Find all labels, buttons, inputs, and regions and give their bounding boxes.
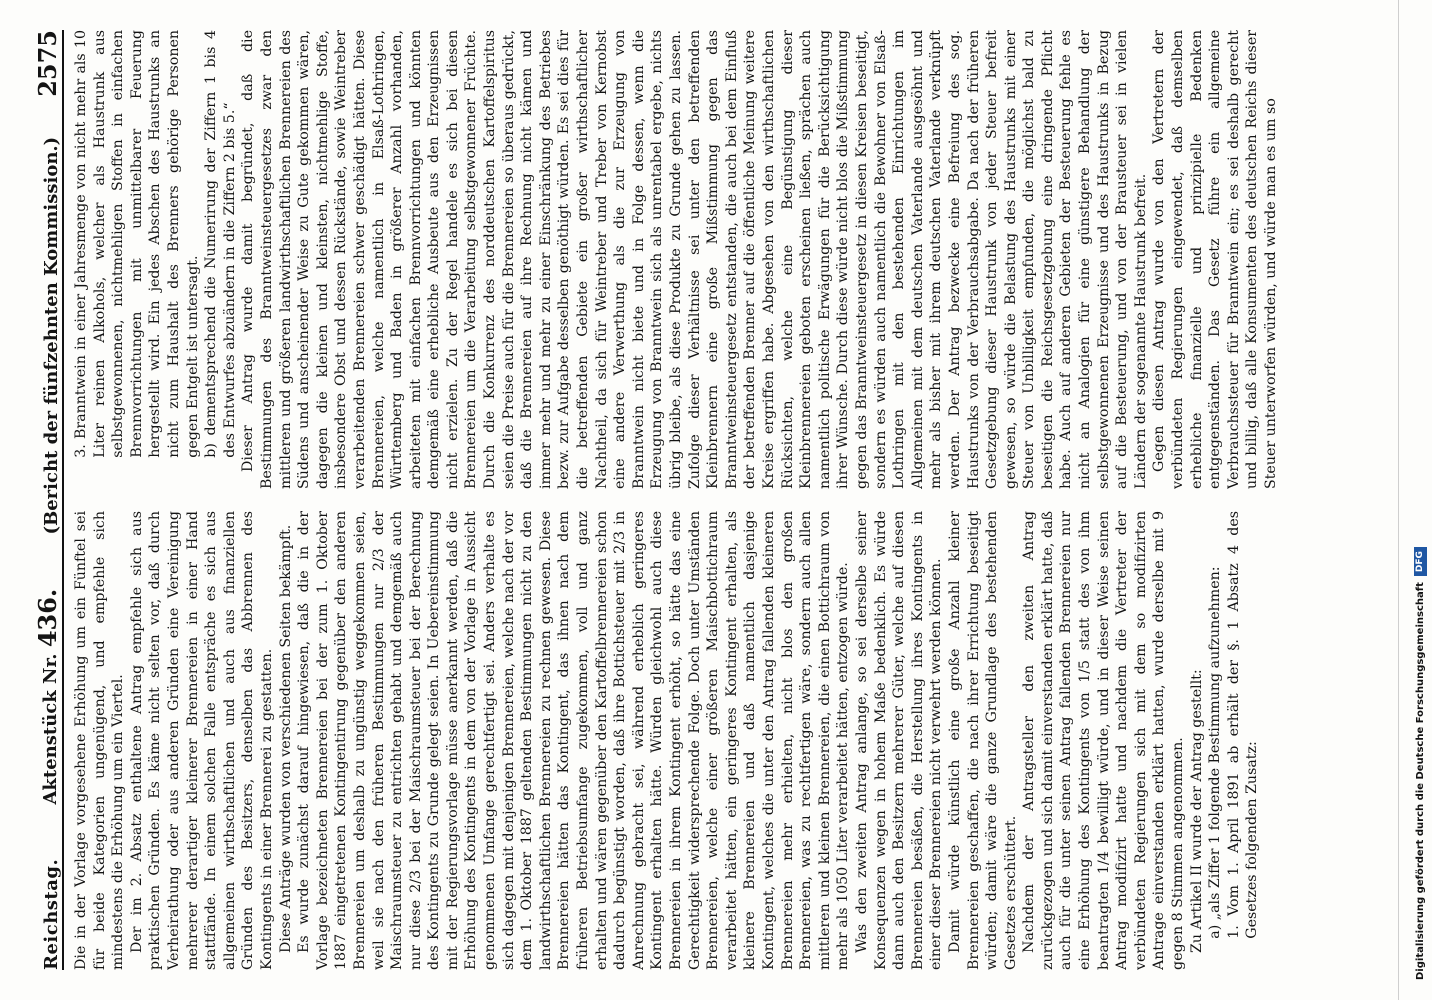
- list-item: 3. Branntwein in einer Jahresmenge von nicht mehr als 10 Liter reinen Alkohols, welcher als Haustrunk aus selbstgewonnenen, nichtmehligen Stoffen in einfachen Brennvorrichtungen mit unmittelbarer Feuerung hergestellt wird. Ein jedes Abschen des Haustrunks an nicht zum Haushalt des Brenners gehörige Personen gegen Entgelt ist untersagt.: [73, 30, 201, 458]
- header-document-number: 436.: [33, 588, 62, 648]
- digitization-credit: [1410, 0, 1430, 1000]
- header-center-prefix: Aktenstück Nr.: [40, 653, 61, 805]
- list-item: 1. Vom 1. April 1891 ab erhält der §. 1 Absatz 4 des Gesetzes folgenden Zusatz:: [1225, 511, 1261, 939]
- paragraph: Gegen diesen Antrag wurde von den Vertretern der verbündeten Regierungen eingewendet, daß demselben erhebliche finanzielle und prinzipielle Bedenken entgegenständen. Das Gesetz führe ein allgemeine Verbrauchssteuer für Branntwein ein; es sei deshalb gerecht und billig, daß alle Konsumenten des deutschen Reichs dieser Steuer unterworfen würden, und würde man es um so: [1151, 30, 1279, 489]
- dfg-logo: DFG: [1414, 547, 1427, 576]
- credit-text: Digitalisierung gefördert durch die Deutsche Forschungsgemeinschaft: [1414, 582, 1426, 980]
- paragraph: Was den zweiten Antrag anlange, so sei derselbe seiner Konsequenzen wegen in hohem Maße bedenklich. Es würde dann auch den Besitzern mehrerer Güter, welche auf diesen Brennereien besäßen, die Herstellung ihres Kontingents in einer dieser Brennereien nicht verwehrt werden können.: [853, 511, 945, 970]
- list-item: a) „als Ziffer 1 folgende Bestimmung aufzunehmen:: [1207, 566, 1224, 939]
- left-column: [72, 511, 1398, 970]
- running-header: [26, 30, 64, 970]
- scan-edge-line: [1398, 0, 1399, 1000]
- header-right: [33, 30, 62, 535]
- text-columns: [72, 30, 1398, 970]
- header-left: Reichstag.: [41, 858, 62, 970]
- right-column: [72, 30, 1398, 489]
- paragraph: Nachdem der Antragsteller den zweiten Antrag zurückgezogen und sich damit einverstanden erklärt hatte, daß auch für die unter seinen Antrag fallenden Brennereien nur eine Erhöhung des Kontingents von 1/5 statt des von ihm beantragten 1/4 bewilligt würde, und in dieser Weise seinen Antrag modifizirt hatte und nachdem die Vertreter der verbündeten Regierungen sich mit dem so modifizirten Antrage einverstanden erklärt hatten, wurde derselbe mit 9 gegen 8 Stimmen angenommen.: [1021, 511, 1187, 970]
- header-center: [33, 589, 62, 805]
- paragraph: Der im 2. Absatz enthaltene Antrag empfehle sich aus praktischen Gründen. Es käme nicht selten vor, daß durch Verheirathung oder aus anderen Gründen eine Vereinigung mehrerer derartiger kleinerer Brennereien in einer Hand stattfände. In einem solchen Falle entspräche es sich aus allgemeinen wirthschaftlichen und auch aus finanziellen Gründen des Besitzers, denselben das Abbrennen des Kontingents in einer Brennerei zu gestatten.: [128, 511, 275, 970]
- page-number: 2575: [33, 30, 62, 97]
- header-title: (Bericht der fünfzehnten Kommission.): [41, 136, 62, 535]
- paragraph: Die in der Vorlage vorgesehene Erhöhung um ein Fünftel sei für beide Kategorien ungenügend, und empfehle sich mindestens die Erhöhung um ein Viertel.: [73, 511, 127, 970]
- paragraph: Diese Anträge wurden von verschiedenen Seiten bekämpft.: [277, 524, 294, 953]
- list-item: b) dementsprechend die Numerirung der Ziffern 1 bis 4 des Entwurfes abzuändern in die Ziffern 2 bis 5.“: [203, 30, 238, 458]
- paragraph: Zu Artikel II wurde der Antrag gestellt:: [1188, 669, 1205, 953]
- paragraph: Damit würde künstlich eine große Anzahl kleiner Brennereien geschaffen, die nach ihrer Errichtung beseitigt würden; damit wäre die ganze Grundlage des bestehenden Gesetzes erschüttert.: [946, 511, 1019, 970]
- paragraph: Es wurde zunächst darauf hingewiesen, daß die in der Vorlage bezeichneten Brennereien bei der zum 1. Oktober 1887 eingetretenen Kontingentirung gegenüber den anderen Brennereien um deshalb zu ungünstig weggekommen seien, weil sie nach den früheren Bestimmungen nur 2/3 der Maischraumsteuer zu entrichten gehabt und demgemäß auch nur diese 2/3 bei der Maischraumsteuer bei der Berechnung des Kontingents zu Grunde gelegt seien. In Uebereinstimmung mit der Regierungsvorlage müsse anerkannt werden, daß die Erhöhung des Kontingents in dem von der Vorlage in Aussicht genommenen Umfange gerechtfertigt sei. Anders verhalte es sich dagegen mit denjenigen Brennereien, welche nach der vor dem 1. Oktober 1887 geltenden Bestimmungen nicht zu den landwirthschaftlichen Brennereien zu rechnen gewesen. Diese Brennereien hätten das Kontingent, das ihnen nach dem früheren Betriebsumfange zugekommen, voll und ganz erhalten und wären gegenüber den Kartoffelbrennereien schon dadurch begünstigt worden, daß ihre Bottichsteuer mit 2/3 in Anrechnung gebracht sei, während erheblich geringeres Kontingent erhalten hätte. Würden gleichwohl auch diese Brennereien in ihrem Kontingent erhöht, so hätte das eine Gerechtigkeit widersprechende Folge. Doch unter Umständen Brennereien, welche einer größeren Maischbottichraum verarbeitet hätten, ein geringeres Kontingent erhalten, als kleinere Brennereien und daß namentlich dasjenige Kontingent, welches die unter den Antrag fallenden kleineren Brennereien mehr erhielten, nicht blos den großen Brennereien, was zu rechtfertigen wäre, sondern auch allen mittleren und kleinen Brennereien, die einen Bottichraum von mehr als 1050 Liter verarbeitet hätten, entzogen würde.: [296, 511, 852, 970]
- paragraph: Dieser Antrag wurde damit begründet, daß die Bestimmungen des Branntweinsteuergesetzes zwar den mittleren und größeren landwirthschaftlichen Brennereien des Südens und anscheinender Weise zu Gute gekommen wären, dagegen die kleinen und kleinsten, nichtmehlige Stoffe, insbesondere Obst und dessen Rückstände, sowie Weintreber verarbeitenden Brennereien schwer geschädigt hätten. Diese Brennereien, welche namentlich in Elsaß-Lothringen, Württemberg und Baden in größerer Anzahl vorhanden, arbeiteten mit einfachen Brennvorrichtungen und könnten demgemäß eine erhebliche Ausbeute aus den Erzeugnissen nicht erzielen. Zu der Regel handele es sich bei diesen Brennereien um die Verarbeitung selbstgewonnener Früchte. Durch die Konkurrenz des norddeutschen Kartoffelspiritus seien die Preise auch für die Brennereien so überaus gedrückt, daß die Brennereien auf ihre Rechnung nicht kämen und immer mehr und mehr zu einer Einschränkung des Betriebes bezw. zur Aufgabe desselben genöthigt würden. Es sei dies für die betreffenden Gebiete ein großer wirthschaftlicher Nachtheil, da sich für Weintreber und Treber von Kernobst eine andere Verwerthung als die zur Erzeugung von Branntwein nicht biete und in Folge dessen, wenn die Erzeugung von Branntwein sich als unrentabel ergebe, nichts übrig bleibe, als diese Produkte zu Grunde gehen zu lassen. Zufolge dieser Verhältnisse sei unter den betreffenden Kleinbrennern eine große Mißstimmung gegen das Branntweinsteuergesetz entstanden, die auch bei dem Einfluß der betreffenden Brenner auf die öffentliche Meinung weitere Kreise ergriffen habe. Abgesehen von den wirthschaftlichen Rücksichten, welche eine Begünstigung dieser Kleinbrennereien geboten erscheinen ließen, sprächen auch namentlich politische Erwägungen für die Berücksichtigung ihrer Wünsche. Durch diese würde nicht blos die Mißstimmung gegen das Branntweinsteuergesetz in diesen Kreisen beseitigt, sondern es würden auch namentlich die Bewohner von Elsaß-Lothringen mit den bestehenden Einrichtungen im Allgemeinen mit dem deutschen Vaterlande ausgesöhnt und mehr als bisher mit ihrem deutschen Vaterlande verknüpft werden. Der Antrag bezwecke eine Befreiung des sog. Haustrunks von der Verbrauchsabgabe. Da nach der früheren Gesetzgebung dieser Haustrunk von jeder Steuer befreit gewesen, so würde die Belastung des Haustrunks mit einer Steuer von Unbilligkeit empfunden, die möglichst bald zu beseitigen die Reichsgesetzgebung eine dringende Pflicht habe. Auch auf anderen Gebieten der Besteuerung fehle es nicht an Analogien für eine günstigere Behandlung der selbstgewonnenen Erzeugnisse und des Haustrunks in Bezug auf die Besteuerung, und von der Brausteuer sei in vielen Ländern der sogenannte Haustrunk befreit.: [240, 30, 1149, 489]
- rotated-sheet: [10, 0, 1410, 1000]
